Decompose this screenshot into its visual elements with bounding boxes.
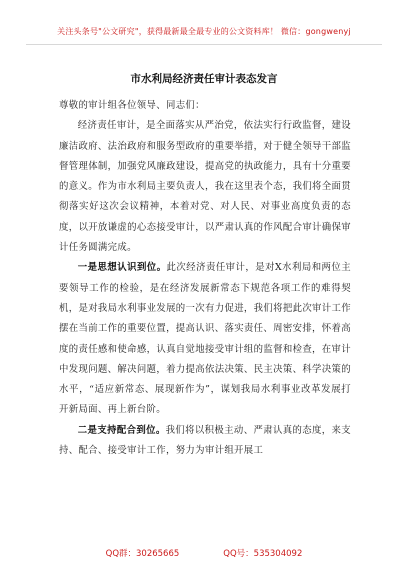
footer bbox=[0, 547, 408, 559]
header-banner: 关注头条号"公文研究"，获得最新最全最专业的公文资料库！ 微信：gongwenyj bbox=[57, 27, 351, 36]
section-2-heading: 二是支持配合到位。 bbox=[77, 424, 166, 436]
footer-qq-number: QQ号：535304092 bbox=[223, 549, 303, 559]
paragraph-intro: 经济责任审计，是全面落实从严治党，依法实行行政监督，建设廉洁政府、法治政府和服务型政府的重要举措，对于健全领导干部监督管理体制，加强党风廉政建设，提高党的执政能力，具有十分重要的意义。作为市水利局主要负责人，我在这里表个态，我们将全面贯彻落实好这次会议精神，本着对党、对人民、对事业高度负责的态度，以开放谦虚的心态接受审计，以严肃认真的作风配合审计确保审计任务圆满完成。 bbox=[59, 120, 351, 254]
paragraph-section-1 bbox=[59, 258, 351, 420]
document-body bbox=[59, 96, 351, 461]
section-1-text: 此次经济责任审计，是对X水利局和两位主要领导工作的检验，是在经济发展新常态下规范各项工作的难得契机，是对我局水利事业发展的一次有力促进，我们将把此次审计工作摆在当前工作的重要位置，提高认识、落实责任、周密安排，怀着高度的责任感和使命感，认真自觉地接受审计组的监督和检查，在审计中发现问题、解决问题，着力提高依法决策、民主决策、科学决策的水平，“适应新常态、展现新作为”，谋划我局水利事业改革发展打开新局面、再上新台阶。 bbox=[59, 262, 352, 416]
footer-qq-group: QQ群：30265665 bbox=[105, 549, 180, 559]
paragraph-section-2 bbox=[59, 421, 351, 462]
document-title: 市水利局经济责任审计表态发言 bbox=[130, 73, 278, 85]
header-divider bbox=[26, 44, 382, 45]
salutation: 尊敬的审计组各位领导、同志们： bbox=[59, 100, 205, 111]
section-2-text: 我们将以积极主动、严肃认真的态度，来支持、配合、接受审计工作，努力为审计组开展工 bbox=[59, 424, 351, 457]
section-1-heading: 一是思想认识到位。 bbox=[77, 262, 167, 274]
